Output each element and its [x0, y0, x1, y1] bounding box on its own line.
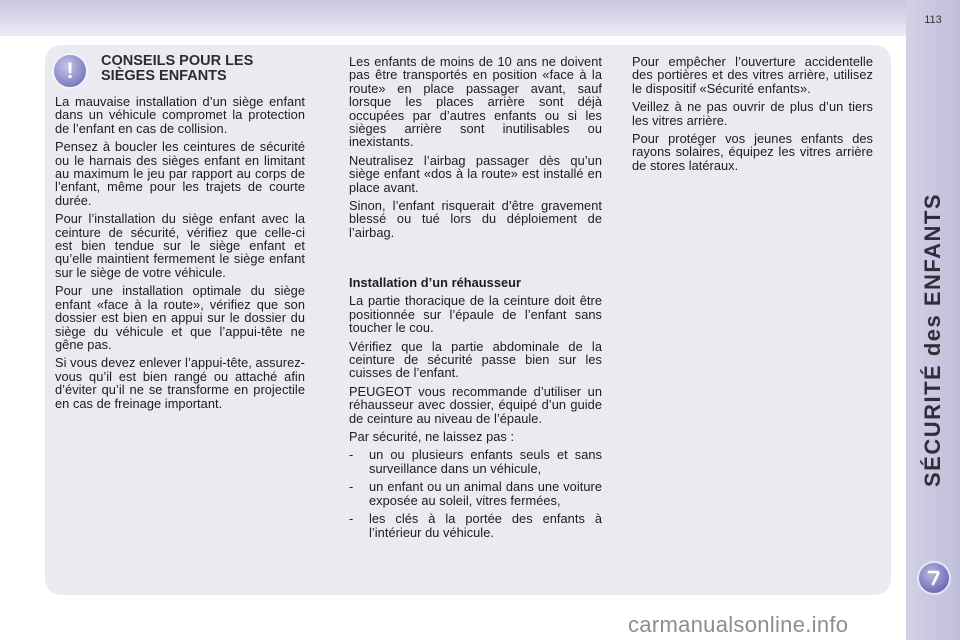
booster-heading: Installation d’un réhausseur — [349, 275, 522, 290]
child-seat-icon-glyph — [923, 567, 945, 589]
header-band — [0, 0, 906, 36]
paragraph: Pensez à boucler les ceintures de sécurité ou le harnais des sièges enfant en limitant au maximum le jeu par rapport au corps de l’enfant, même pour les trajets de courte durée. — [55, 139, 305, 208]
section-heading: CONSEILS POUR LES SIÈGES ENFANTS — [101, 53, 254, 84]
page-number: 113 — [924, 14, 942, 26]
paragraph: PEUGEOT vous recommande d’utiliser un réhausseur avec dossier, équipé d’un guide de ceinture au niveau de l’épaule. — [349, 383, 602, 426]
column-1 — [55, 95, 305, 415]
list-marker: - — [349, 511, 354, 527]
paragraph: Neutralisez l’airbag passager dès qu’un siège enfant «dos à la route» est installé en place avant. — [349, 152, 602, 195]
list-item — [349, 448, 602, 475]
paragraph: Pour empêcher l’ouverture accidentelle des portières et des vitres arrière, utilisez le dispositif «Sécurité enfants». — [632, 54, 873, 96]
list-item-text: un ou plusieurs enfants seuls et sans surveillance dans un véhicule, — [369, 447, 602, 476]
section-title-text: SÉCURITÉ des ENFANTS — [920, 192, 946, 488]
watermark: carmanualsonline.info — [628, 612, 849, 637]
paragraph: Veillez à ne pas ouvrir de plus d’un tiers les vitres arrière. — [632, 99, 873, 128]
booster-section — [349, 276, 602, 544]
section-title — [906, 110, 960, 570]
list-marker: - — [349, 447, 354, 463]
paragraph: La mauvaise installation d’un siège enfant dans un véhicule compromet la protection de l’enfant en cas de collision. — [55, 94, 305, 136]
paragraph: Par sécurité, ne laissez pas : — [349, 429, 515, 445]
list-item-text: un enfant ou un animal dans une voiture exposée au soleil, vitres fermées, — [369, 479, 602, 508]
paragraph: Pour protéger vos jeunes enfants des rayons solaires, équipez les vitres arrière de stores latéraux. — [632, 131, 873, 173]
list-item-text: les clés à la portée des enfants à l’intérieur du véhicule. — [369, 511, 602, 540]
list-item — [349, 512, 602, 539]
paragraph: Vérifiez que la partie abdominale de la ceinture de sécurité passe bien sur les cuisses de l’enfant. — [349, 338, 602, 381]
child-seat-icon — [917, 561, 951, 595]
paragraph: Pour une installation optimale du siège enfant «face à la route», vérifiez que son dossier est bien en appui sur le dossier du siège du véhicule et que l’appui-tête ne gêne pas. — [55, 283, 305, 352]
list-marker: - — [349, 479, 354, 495]
column-3 — [632, 55, 873, 177]
column-2 — [349, 55, 602, 244]
paragraph: Pour l’installation du siège enfant avec la ceinture de sécurité, vérifiez que celle-ci est bien tendue sur le siège enfant et qu’elle maintient fermement le siège enfant sur le siège de votre véhicule. — [55, 211, 305, 280]
paragraph: Les enfants de moins de 10 ans ne doivent pas être transportés en position «face à la route» en place passager avant, sauf lorsque les places arrière sont déjà occupées par d’autres enfants ou si les sièges arrière sont inutilisables ou inexistants. — [349, 54, 602, 150]
list-item — [349, 480, 602, 507]
warning-icon-glyph: ! — [66, 58, 74, 83]
warning-icon — [52, 53, 88, 89]
safety-list — [349, 448, 602, 538]
paragraph: Sinon, l’enfant risquerait d’être gravement blessé ou tué lors du déploiement de l’airbag. — [349, 198, 602, 240]
paragraph: La partie thoracique de la ceinture doit être positionnée sur l’épaule de l’enfant sans toucher le cou. — [349, 293, 602, 336]
paragraph: Si vous devez enlever l’appui-tête, assurez-vous qu’il est bien rangé ou attaché afin d’éviter qu’il ne se transforme en projectile en cas de freinage important. — [55, 355, 305, 411]
